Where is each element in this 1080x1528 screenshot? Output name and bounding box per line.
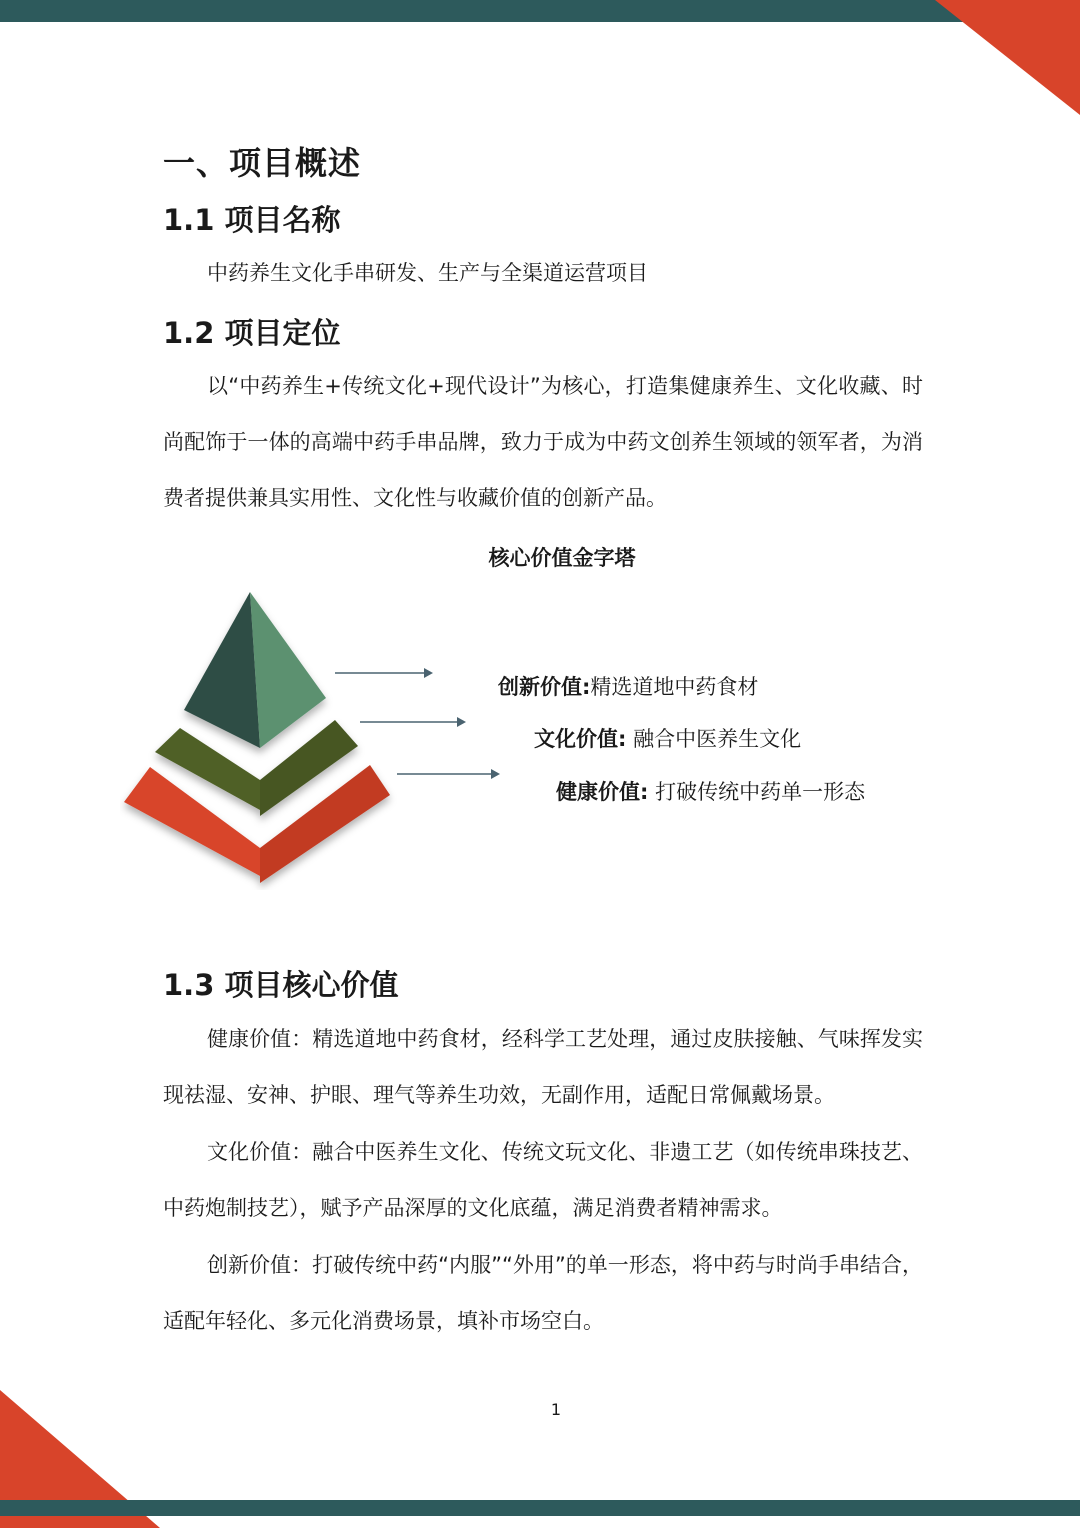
pyramid-item-label: 健康价值: xyxy=(556,780,649,804)
value-pyramid-graphic xyxy=(120,590,510,890)
bottom-decor-bar xyxy=(0,1500,1080,1516)
pyramid-item-text: 精选道地中药食材 xyxy=(590,675,759,699)
pyramid-layer-innovation xyxy=(184,592,326,748)
heading-project-name: 1.1 项目名称 xyxy=(163,203,341,237)
project-positioning-text: 以“中药养生+传统文化+现代设计”为核心，打造集健康养生、文化收藏、时尚配饰于一体的高端中药手串品牌，致力于成为中药文创养生领域的领军者，为消费者提供兼具实用性、文化性与收藏价值的创新产品。 xyxy=(163,374,923,510)
heading-core-value: 1.3 项目核心价值 xyxy=(163,968,399,1002)
core-value-innovation: 创新价值：打破传统中药“内服”“外用”的单一形态，将中药与时尚手串结合，适配年轻化、多元化消费场景，填补市场空白。 xyxy=(163,1253,923,1333)
page-number: 1 xyxy=(550,1400,562,1419)
arrow-culture xyxy=(360,717,466,727)
pyramid-item-label: 创新价值: xyxy=(498,675,591,699)
pyramid-item-innovation xyxy=(498,671,758,701)
arrow-health xyxy=(397,769,500,779)
pyramid-item-text: 打破传统中药单一形态 xyxy=(655,780,866,804)
pyramid-item-text: 融合中医养生文化 xyxy=(633,727,802,751)
pyramid-item-health xyxy=(556,776,865,806)
core-value-culture: 文化价值：融合中医养生文化、传统文玩文化、非遗工艺（如传统串珠技艺、中药炮制技艺），赋予产品深厚的文化底蕴，满足消费者精神需求。 xyxy=(163,1140,923,1220)
top-decor-bar xyxy=(0,0,1080,22)
pyramid-item-label: 文化价值: xyxy=(534,727,627,751)
project-name-text: 中药养生文化手串研发、生产与全渠道运营项目 xyxy=(207,261,648,285)
heading-project-positioning: 1.2 项目定位 xyxy=(163,316,341,350)
arrow-innovation xyxy=(335,668,433,678)
pyramid-item-culture xyxy=(534,723,801,753)
core-value-health: 健康价值：精选道地中药食材，经科学工艺处理，通过皮肤接触、气味挥发实现祛湿、安神、护眼、理气等养生功效，无副作用，适配日常佩戴场景。 xyxy=(163,1027,923,1107)
section-title: 一、项目概述 xyxy=(163,144,362,182)
top-right-corner-decor xyxy=(935,0,1080,115)
pyramid-title: 核心价值金字塔 xyxy=(488,546,636,570)
